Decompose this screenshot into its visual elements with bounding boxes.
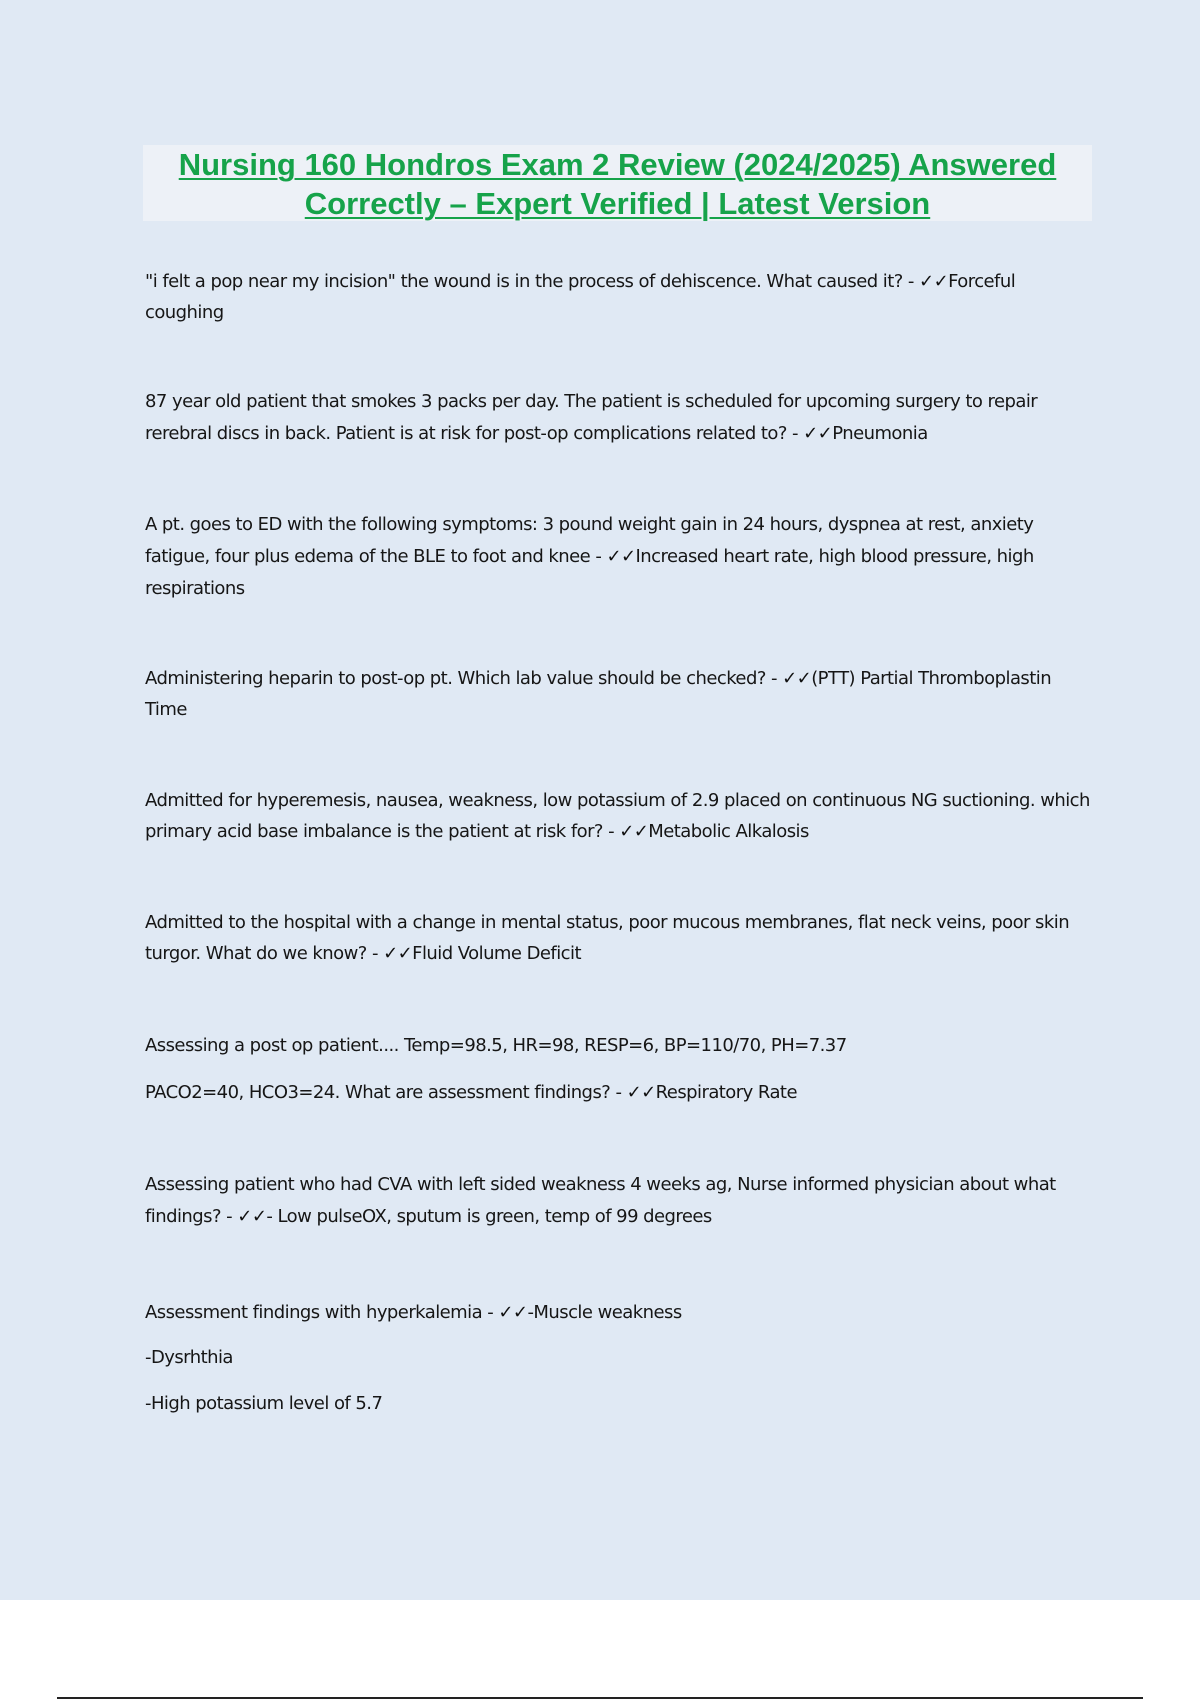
qa-item-6 (145, 907, 1095, 969)
question-text: Administering heparin to post-op pt. Which lab value should be checked? - (145, 668, 783, 689)
qa-item-8 (145, 1169, 1095, 1233)
answer-text: Metabolic Alkalosis (648, 821, 809, 842)
answer-text: Increased heart rate, high blood pressure, high respirations (145, 546, 1034, 599)
check-mark-icon: ✓✓ (803, 423, 833, 444)
check-mark-icon: ✓✓ (782, 668, 812, 689)
check-mark-icon: ✓✓ (606, 546, 636, 567)
check-mark-icon: ✓✓ (237, 1206, 267, 1227)
qa-item-4 (145, 663, 1095, 725)
question-text: A pt. goes to ED with the following symptoms: 3 pound weight gain in 24 hours, dyspnea at rest, anxiety fatigue, four plus edema of the BLE to foot and knee - (145, 514, 1034, 567)
answer-text: Forceful coughing (145, 271, 1016, 323)
answer-text: Respiratory Rate (655, 1082, 797, 1103)
qa-item-7 (145, 1030, 1095, 1108)
answer-text: Fluid Volume Deficit (412, 943, 581, 964)
answer-text: (PTT) Partial Thromboplastin Time (145, 668, 1052, 720)
title-line-2: Correctly – Expert Verified | Latest Version (304, 186, 931, 221)
question-line-1: Assessing a post op patient.... Temp=98.5, HR=98, RESP=6, BP=110/70, PH=7.37 (145, 1035, 847, 1056)
question-text: Assessment findings with hyperkalemia - (145, 1302, 499, 1323)
question-text: Admitted to the hospital with a change in mental status, poor mucous membranes, flat neck veins, poor skin turgor. What do we know? - (145, 912, 1070, 964)
question-line-2: PACO2=40, HCO3=24. What are assessment findings? - (145, 1082, 627, 1103)
title-line-1: Nursing 160 Hondros Exam 2 Review (2024/2025) Answered (178, 147, 1057, 182)
answer-text: - Low pulseOX, sputum is green, temp of 99 degrees (266, 1206, 712, 1227)
question-text: "i felt a pop near my incision" the wound is in the process of dehiscence. What caused it? - (145, 271, 920, 292)
answer-text: -Muscle weakness (527, 1302, 682, 1323)
answer-line-3: -High potassium level of 5.7 (145, 1393, 383, 1414)
check-mark-icon: ✓✓ (919, 271, 949, 292)
check-mark-icon: ✓✓ (498, 1302, 528, 1323)
qa-item-3 (145, 509, 1095, 605)
footer-divider (57, 1697, 1143, 1699)
qa-item-1 (145, 266, 1095, 328)
check-mark-icon: ✓✓ (383, 943, 413, 964)
document-title (143, 145, 1092, 221)
check-mark-icon: ✓✓ (619, 821, 649, 842)
question-text: 87 year old patient that smokes 3 packs per day. The patient is scheduled for upcoming surgery to repair rerebral discs in back. Patient is at risk for post-op complications related to? - (145, 391, 1038, 444)
qa-item-2 (145, 386, 1095, 450)
qa-item-5 (145, 785, 1095, 847)
check-mark-icon: ✓✓ (626, 1082, 656, 1103)
answer-line-2: -Dysrhthia (145, 1347, 233, 1368)
qa-item-9 (145, 1297, 1095, 1419)
answer-text: Pneumonia (832, 423, 928, 444)
question-text: Assessing patient who had CVA with left sided weakness 4 weeks ag, Nurse informed physician about what findings? - (145, 1174, 1056, 1227)
question-text: Admitted for hyperemesis, nausea, weakness, low potassium of 2.9 placed on continuous NG suctioning. which primary acid base imbalance is the patient at risk for? - (145, 790, 1090, 842)
